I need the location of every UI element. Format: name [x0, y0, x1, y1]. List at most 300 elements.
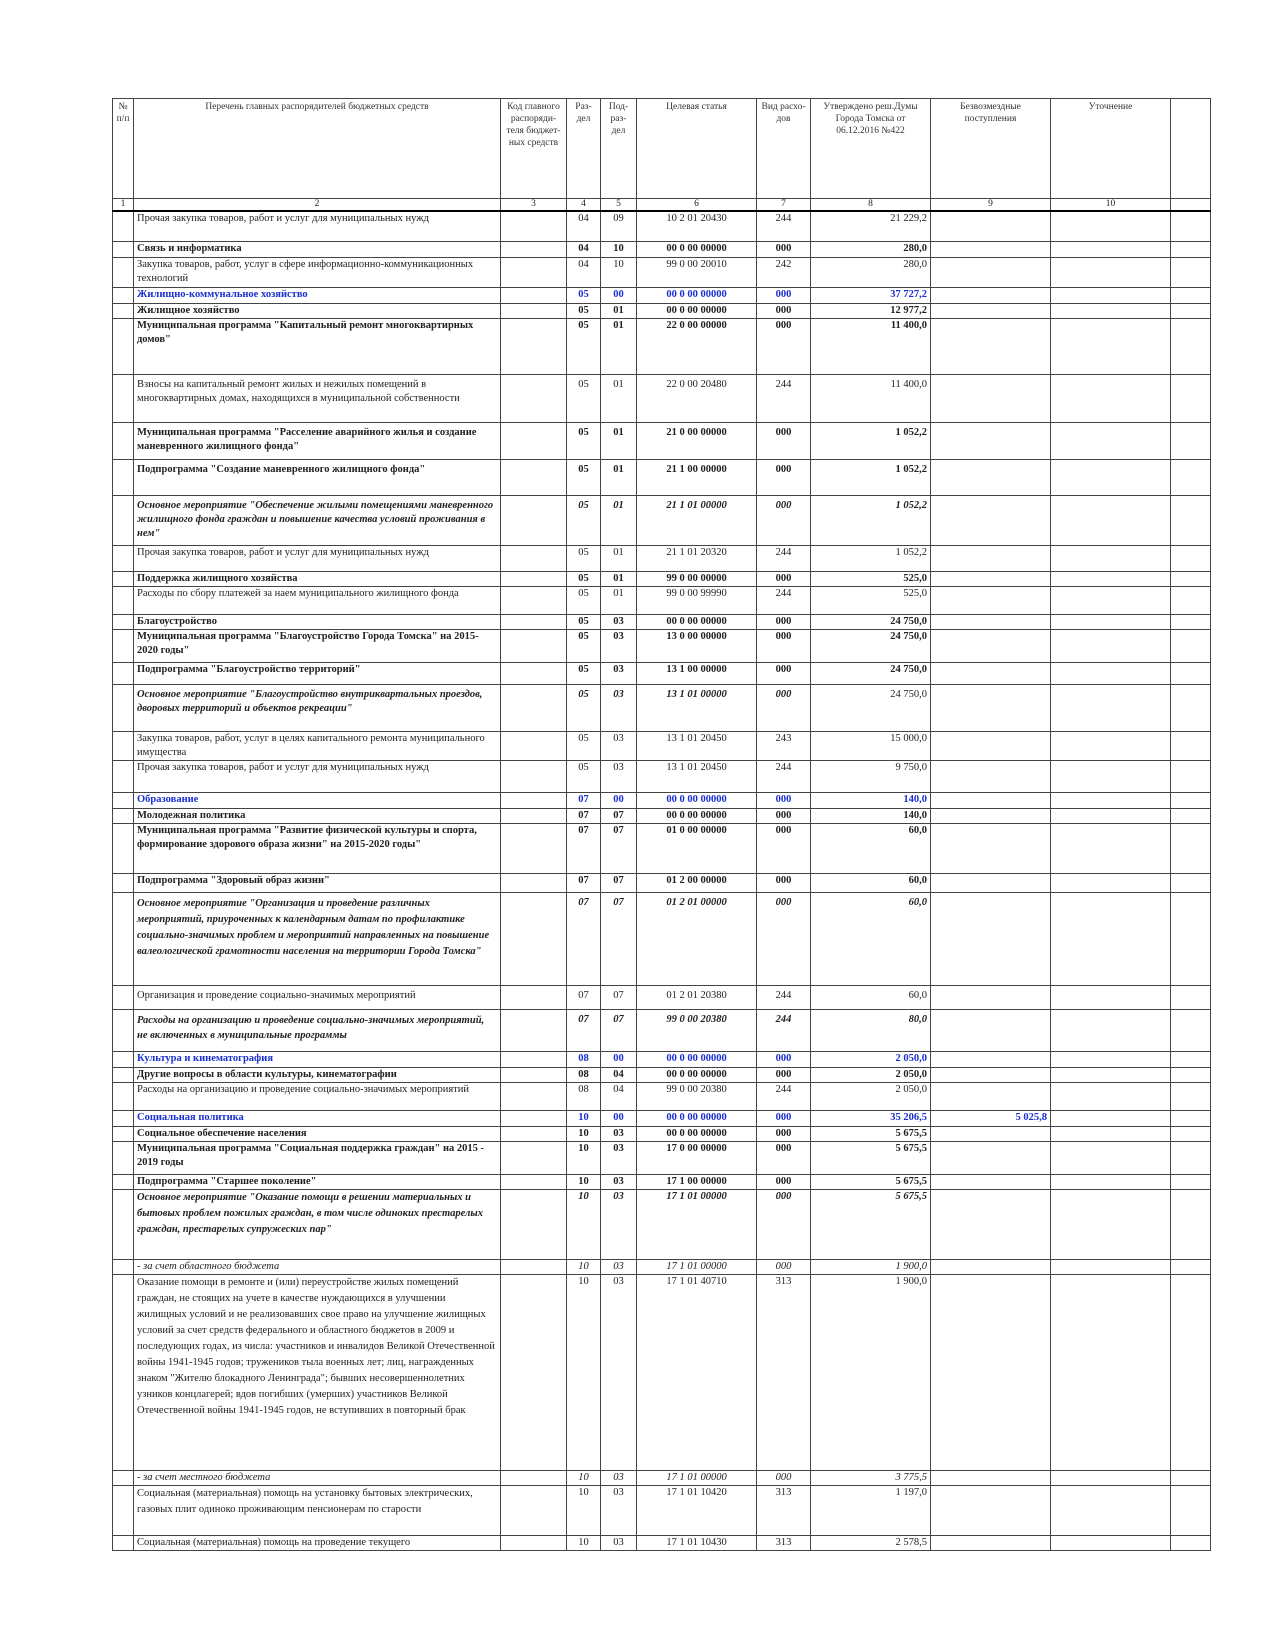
row-section: 10 [567, 1470, 601, 1485]
row-name: Прочая закупка товаров, работ и услуг для муниципальных нужд [134, 211, 501, 241]
header-cell: Утверждено реш.Думы Города Томска от 06.12.2016 №422 [811, 99, 931, 199]
row-section: 05 [567, 495, 601, 545]
row-expense-type: 244 [757, 545, 811, 571]
table-row [113, 760, 1211, 792]
table-row [113, 545, 1211, 571]
row-section: 10 [567, 1189, 601, 1259]
row-grant [931, 495, 1051, 545]
row-grant [931, 823, 1051, 873]
row-target: 99 0 00 20380 [637, 1082, 757, 1110]
row-expense-type: 000 [757, 873, 811, 892]
budget-table [112, 98, 1211, 1551]
table-row [113, 1189, 1211, 1259]
row-target: 00 0 00 00000 [637, 303, 757, 318]
row-target: 00 0 00 00000 [637, 287, 757, 303]
row-section: 10 [567, 1141, 601, 1174]
row-amount: 525,0 [811, 586, 931, 614]
row-name: Муниципальная программа "Благоустройство Города Томска" на 2015-2020 годы" [134, 629, 501, 662]
row-target: 17 1 01 00000 [637, 1470, 757, 1485]
row-adjustment [1051, 495, 1171, 545]
row-section: 07 [567, 873, 601, 892]
row-adjustment [1051, 1009, 1171, 1051]
row-adjustment [1051, 1274, 1171, 1470]
row-expense-type: 000 [757, 792, 811, 808]
row-expense-type: 000 [757, 287, 811, 303]
row-grant [931, 241, 1051, 257]
row-expense-type: 000 [757, 1051, 811, 1067]
row-grant [931, 892, 1051, 985]
table-row [113, 422, 1211, 459]
column-number: 10 [1051, 199, 1171, 212]
row-adjustment [1051, 985, 1171, 1009]
row-expense-type: 000 [757, 1110, 811, 1126]
row-name: Организация и проведение социально-значимых мероприятий [134, 985, 501, 1009]
row-amount: 24 750,0 [811, 614, 931, 629]
row-target: 99 0 00 20010 [637, 257, 757, 287]
row-expense-type: 244 [757, 374, 811, 422]
row-grant [931, 287, 1051, 303]
row-section: 05 [567, 545, 601, 571]
row-target: 99 0 00 00000 [637, 571, 757, 586]
table-row [113, 629, 1211, 662]
row-expense-type: 000 [757, 823, 811, 873]
row-section: 05 [567, 422, 601, 459]
row-subsection: 10 [601, 241, 637, 257]
table-row [113, 1141, 1211, 1174]
table-row [113, 1082, 1211, 1110]
row-name: Оказание помощи в ремонте и (или) переустройстве жилых помещений граждан, не стоящих на учете в качестве нуждающихся в улучшении жилищных условий и не реализовавших свое право на улучшение жилищных условий за счет средств федерального и областного бюджетов в 2009 и последующих годах, из числа: участников и инвалидов Великой Отечественной войны 1941-1945 годов; тружеников тыла военных лет; лиц, награжденных знаком "Жителю блокадного Ленинграда"; бывших несовершеннолетних узников концлагерей; вдов погибших (умерших) участников Великой Отечественной войны 1941-1945 годов, не вступивших в повторный брак [134, 1274, 501, 1470]
column-number: 8 [811, 199, 931, 212]
row-adjustment [1051, 257, 1171, 287]
table-row [113, 1126, 1211, 1141]
row-subsection: 01 [601, 495, 637, 545]
row-grant [931, 1485, 1051, 1535]
row-section: 05 [567, 731, 601, 760]
row-amount: 2 050,0 [811, 1067, 931, 1082]
row-section: 10 [567, 1535, 601, 1550]
row-section: 05 [567, 459, 601, 495]
row-name: Муниципальная программа "Развитие физической культуры и спорта, формирование здорового образа жизни" на 2015-2020 годы" [134, 823, 501, 873]
row-grant [931, 1126, 1051, 1141]
row-target: 99 0 00 20380 [637, 1009, 757, 1051]
header-cell: Безвозмездные поступления [931, 99, 1051, 199]
row-adjustment [1051, 1485, 1171, 1535]
column-number: 9 [931, 199, 1051, 212]
row-name: Социальная (материальная) помощь на установку бытовых электрических, газовых плит одиноко проживающим пенсионерам по старости [134, 1485, 501, 1535]
row-target: 21 0 00 00000 [637, 422, 757, 459]
row-expense-type: 244 [757, 1082, 811, 1110]
row-name: Муниципальная программа "Капитальный ремонт многоквартирных домов" [134, 318, 501, 374]
row-grant [931, 1067, 1051, 1082]
table-row [113, 1274, 1211, 1470]
row-amount: 21 229,2 [811, 211, 931, 241]
row-target: 00 0 00 00000 [637, 614, 757, 629]
row-amount: 11 400,0 [811, 374, 931, 422]
row-target: 17 1 01 40710 [637, 1274, 757, 1470]
row-section: 07 [567, 792, 601, 808]
row-section: 08 [567, 1067, 601, 1082]
row-grant [931, 792, 1051, 808]
row-section: 05 [567, 287, 601, 303]
row-target: 00 0 00 00000 [637, 1067, 757, 1082]
row-adjustment [1051, 614, 1171, 629]
row-subsection: 03 [601, 731, 637, 760]
row-section: 07 [567, 823, 601, 873]
row-name: Жилищное хозяйство [134, 303, 501, 318]
header-cell: Уточнение [1051, 99, 1171, 199]
row-section: 04 [567, 211, 601, 241]
row-subsection: 07 [601, 823, 637, 873]
row-amount: 5 675,5 [811, 1141, 931, 1174]
row-section: 10 [567, 1274, 601, 1470]
row-section: 07 [567, 892, 601, 985]
row-section: 05 [567, 303, 601, 318]
row-expense-type: 244 [757, 985, 811, 1009]
row-section: 05 [567, 571, 601, 586]
row-name: - за счет областного бюджета [134, 1259, 501, 1274]
row-grant [931, 1174, 1051, 1189]
table-row [113, 586, 1211, 614]
row-subsection: 03 [601, 1485, 637, 1535]
row-amount: 280,0 [811, 241, 931, 257]
row-subsection: 03 [601, 1535, 637, 1550]
row-amount: 1 900,0 [811, 1274, 931, 1470]
table-row [113, 303, 1211, 318]
row-amount: 2 578,5 [811, 1535, 931, 1550]
row-adjustment [1051, 586, 1171, 614]
row-subsection: 00 [601, 1110, 637, 1126]
row-grant [931, 1082, 1051, 1110]
row-adjustment [1051, 1067, 1171, 1082]
row-grant [931, 684, 1051, 731]
column-number: 4 [567, 199, 601, 212]
row-subsection: 01 [601, 422, 637, 459]
row-amount: 280,0 [811, 257, 931, 287]
row-adjustment [1051, 1051, 1171, 1067]
header-row [113, 99, 1211, 199]
row-grant: 5 025,8 [931, 1110, 1051, 1126]
column-number: 2 [134, 199, 501, 212]
row-subsection: 01 [601, 545, 637, 571]
column-number [1171, 199, 1211, 212]
table-row [113, 318, 1211, 374]
row-adjustment [1051, 241, 1171, 257]
row-subsection: 03 [601, 1259, 637, 1274]
row-name: Муниципальная программа "Расселение аварийного жилья и создание маневренного жилищного фонда" [134, 422, 501, 459]
row-target: 17 0 00 00000 [637, 1141, 757, 1174]
row-target: 22 0 00 20480 [637, 374, 757, 422]
row-expense-type: 313 [757, 1274, 811, 1470]
row-name: Взносы на капитальный ремонт жилых и нежилых помещений в многоквартирных домах, находящихся в муниципальной собственности [134, 374, 501, 422]
table-row [113, 1051, 1211, 1067]
row-name: Расходы на организацию и проведение социально-значимых мероприятий, не включенных в муниципальные программы [134, 1009, 501, 1051]
row-grant [931, 662, 1051, 684]
row-grant [931, 318, 1051, 374]
row-target: 21 1 01 00000 [637, 495, 757, 545]
row-name: Образование [134, 792, 501, 808]
table-row [113, 873, 1211, 892]
row-amount: 5 675,5 [811, 1126, 931, 1141]
row-grant [931, 257, 1051, 287]
row-amount: 60,0 [811, 823, 931, 873]
row-adjustment [1051, 1174, 1171, 1189]
row-expense-type: 000 [757, 629, 811, 662]
row-expense-type: 000 [757, 1126, 811, 1141]
row-expense-type: 000 [757, 892, 811, 985]
table-row [113, 892, 1211, 985]
row-section: 05 [567, 629, 601, 662]
row-amount: 24 750,0 [811, 662, 931, 684]
row-section: 10 [567, 1259, 601, 1274]
row-target: 17 1 00 00000 [637, 1174, 757, 1189]
row-name: Расходы по сбору платежей за наем муниципального жилищного фонда [134, 586, 501, 614]
table-row [113, 684, 1211, 731]
row-adjustment [1051, 662, 1171, 684]
row-name: Основное мероприятие "Благоустройство внутриквартальных проездов, дворовых территорий и объектов рекреации" [134, 684, 501, 731]
row-section: 05 [567, 662, 601, 684]
table-row [113, 211, 1211, 241]
table-row [113, 1535, 1211, 1550]
row-grant [931, 731, 1051, 760]
row-subsection: 01 [601, 586, 637, 614]
row-amount: 1 052,2 [811, 422, 931, 459]
column-number-row [113, 199, 1211, 212]
row-section: 05 [567, 374, 601, 422]
row-adjustment [1051, 211, 1171, 241]
row-amount: 1 052,2 [811, 459, 931, 495]
row-name: Муниципальная программа "Социальная поддержка граждан" на 2015 - 2019 годы [134, 1141, 501, 1174]
row-adjustment [1051, 1126, 1171, 1141]
row-amount: 3 775,5 [811, 1470, 931, 1485]
column-number: 1 [113, 199, 134, 212]
row-adjustment [1051, 731, 1171, 760]
table-row [113, 374, 1211, 422]
row-adjustment [1051, 808, 1171, 823]
row-section: 10 [567, 1174, 601, 1189]
row-subsection: 03 [601, 662, 637, 684]
header-cell: Под- раз- дел [601, 99, 637, 199]
table-row [113, 823, 1211, 873]
row-adjustment [1051, 892, 1171, 985]
row-name: Прочая закупка товаров, работ и услуг для муниципальных нужд [134, 545, 501, 571]
row-grant [931, 586, 1051, 614]
table-row [113, 985, 1211, 1009]
row-target: 00 0 00 00000 [637, 1051, 757, 1067]
row-amount: 60,0 [811, 892, 931, 985]
row-amount: 525,0 [811, 571, 931, 586]
row-name: Закупка товаров, работ, услуг в целях капитального ремонта муниципального имущества [134, 731, 501, 760]
header-cell: Целевая статья [637, 99, 757, 199]
row-target: 13 1 01 20450 [637, 760, 757, 792]
row-adjustment [1051, 459, 1171, 495]
row-target: 17 1 01 00000 [637, 1189, 757, 1259]
row-section: 04 [567, 241, 601, 257]
table-row [113, 731, 1211, 760]
row-adjustment [1051, 422, 1171, 459]
row-name: Основное мероприятие "Организация и проведение различных мероприятий, приуроченных к календарным датам по профилактике социально-значимых проблем и мероприятий направленных на повышение валеологической грамотности населения на территории Города Томска" [134, 892, 501, 985]
row-target: 13 1 01 20450 [637, 731, 757, 760]
row-grant [931, 1274, 1051, 1470]
row-section: 10 [567, 1110, 601, 1126]
table-row [113, 571, 1211, 586]
row-expense-type: 000 [757, 495, 811, 545]
row-grant [931, 1189, 1051, 1259]
row-name: Основное мероприятие "Обеспечение жилыми помещениями маневренного жилищного фонда граждан и повышение качества условий проживания в нем" [134, 495, 501, 545]
row-subsection: 09 [601, 211, 637, 241]
row-expense-type: 000 [757, 1189, 811, 1259]
row-grant [931, 1051, 1051, 1067]
row-amount: 80,0 [811, 1009, 931, 1051]
row-target: 00 0 00 00000 [637, 792, 757, 808]
table-row [113, 459, 1211, 495]
row-grant [931, 1009, 1051, 1051]
row-subsection: 04 [601, 1082, 637, 1110]
row-target: 13 1 01 00000 [637, 684, 757, 731]
row-grant [931, 985, 1051, 1009]
row-name: Поддержка жилищного хозяйства [134, 571, 501, 586]
row-amount: 1 052,2 [811, 495, 931, 545]
row-expense-type: 244 [757, 1009, 811, 1051]
row-subsection: 00 [601, 1051, 637, 1067]
header-cell: Код главного распоряди- теля бюджет- ных средств [501, 99, 567, 199]
row-subsection: 03 [601, 684, 637, 731]
row-expense-type: 000 [757, 303, 811, 318]
row-subsection: 07 [601, 1009, 637, 1051]
row-amount: 140,0 [811, 792, 931, 808]
row-subsection: 01 [601, 459, 637, 495]
row-adjustment [1051, 374, 1171, 422]
row-subsection: 00 [601, 287, 637, 303]
row-target: 01 2 00 00000 [637, 873, 757, 892]
row-adjustment [1051, 1189, 1171, 1259]
row-name: Социальное обеспечение населения [134, 1126, 501, 1141]
row-name: Подпрограмма "Здоровый образ жизни" [134, 873, 501, 892]
row-target: 00 0 00 00000 [637, 808, 757, 823]
row-grant [931, 1141, 1051, 1174]
table-row [113, 287, 1211, 303]
row-expense-type: 000 [757, 241, 811, 257]
row-name: Подпрограмма "Благоустройство территорий" [134, 662, 501, 684]
column-number: 5 [601, 199, 637, 212]
row-grant [931, 459, 1051, 495]
row-subsection: 03 [601, 1189, 637, 1259]
row-section: 04 [567, 257, 601, 287]
row-amount: 1 900,0 [811, 1259, 931, 1274]
row-target: 00 0 00 00000 [637, 1110, 757, 1126]
row-expense-type: 000 [757, 808, 811, 823]
row-expense-type: 243 [757, 731, 811, 760]
row-amount: 5 675,5 [811, 1189, 931, 1259]
row-amount: 15 000,0 [811, 731, 931, 760]
row-amount: 24 750,0 [811, 684, 931, 731]
row-target: 10 2 01 20430 [637, 211, 757, 241]
row-expense-type: 000 [757, 1470, 811, 1485]
row-subsection: 03 [601, 760, 637, 792]
row-section: 05 [567, 760, 601, 792]
table-row [113, 1485, 1211, 1535]
row-adjustment [1051, 287, 1171, 303]
row-subsection: 03 [601, 629, 637, 662]
header-cell: № п/п [113, 99, 134, 199]
row-amount: 60,0 [811, 873, 931, 892]
row-adjustment [1051, 545, 1171, 571]
row-name: Молодежная политика [134, 808, 501, 823]
row-amount: 35 206,5 [811, 1110, 931, 1126]
row-target: 13 1 00 00000 [637, 662, 757, 684]
row-name: Закупка товаров, работ, услуг в сфере информационно-коммуникационных технологий [134, 257, 501, 287]
row-grant [931, 571, 1051, 586]
row-amount: 37 727,2 [811, 287, 931, 303]
row-name: Благоустройство [134, 614, 501, 629]
row-expense-type: 313 [757, 1485, 811, 1535]
row-name: Прочая закупка товаров, работ и услуг для муниципальных нужд [134, 760, 501, 792]
row-expense-type: 244 [757, 211, 811, 241]
row-grant [931, 1470, 1051, 1485]
row-amount: 11 400,0 [811, 318, 931, 374]
row-target: 00 0 00 00000 [637, 241, 757, 257]
row-subsection: 04 [601, 1067, 637, 1082]
row-section: 10 [567, 1126, 601, 1141]
row-subsection: 03 [601, 1470, 637, 1485]
table-row [113, 1009, 1211, 1051]
row-target: 17 1 01 10430 [637, 1535, 757, 1550]
row-target: 99 0 00 99990 [637, 586, 757, 614]
row-name: Другие вопросы в области культуры, кинематографии [134, 1067, 501, 1082]
row-subsection: 10 [601, 257, 637, 287]
row-target: 00 0 00 00000 [637, 1126, 757, 1141]
table-row [113, 1067, 1211, 1082]
row-section: 05 [567, 586, 601, 614]
row-section: 05 [567, 614, 601, 629]
table-row [113, 808, 1211, 823]
header-cell: Вид расхо- дов [757, 99, 811, 199]
row-section: 05 [567, 318, 601, 374]
row-subsection: 00 [601, 792, 637, 808]
table-row [113, 792, 1211, 808]
row-name: Жилищно-коммунальное хозяйство [134, 287, 501, 303]
row-expense-type: 244 [757, 760, 811, 792]
row-expense-type: 000 [757, 318, 811, 374]
header-cell: Раз- дел [567, 99, 601, 199]
row-expense-type: 000 [757, 459, 811, 495]
row-grant [931, 873, 1051, 892]
row-adjustment [1051, 823, 1171, 873]
table-row [113, 495, 1211, 545]
row-subsection: 01 [601, 374, 637, 422]
row-name: Расходы на организацию и проведение социально-значимых мероприятий [134, 1082, 501, 1110]
row-target: 17 1 01 10420 [637, 1485, 757, 1535]
row-section: 07 [567, 808, 601, 823]
row-grant [931, 629, 1051, 662]
row-expense-type: 000 [757, 1174, 811, 1189]
row-amount: 2 050,0 [811, 1051, 931, 1067]
row-target: 22 0 00 00000 [637, 318, 757, 374]
row-adjustment [1051, 760, 1171, 792]
row-target: 01 0 00 00000 [637, 823, 757, 873]
row-grant [931, 303, 1051, 318]
row-amount: 2 050,0 [811, 1082, 931, 1110]
row-target: 01 2 01 20380 [637, 985, 757, 1009]
row-target: 17 1 01 00000 [637, 1259, 757, 1274]
row-expense-type: 244 [757, 586, 811, 614]
row-adjustment [1051, 684, 1171, 731]
table-row [113, 241, 1211, 257]
row-amount: 12 977,2 [811, 303, 931, 318]
row-subsection: 03 [601, 1174, 637, 1189]
row-expense-type: 000 [757, 571, 811, 586]
row-subsection: 07 [601, 808, 637, 823]
row-expense-type: 000 [757, 614, 811, 629]
